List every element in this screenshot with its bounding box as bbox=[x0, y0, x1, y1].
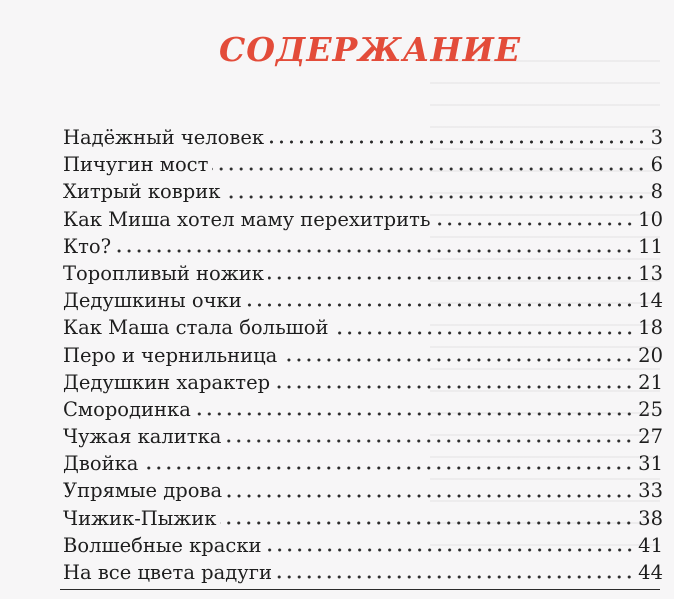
toc-entry-title: Дедушкины очки bbox=[63, 289, 242, 313]
toc-entry-page: 33 bbox=[638, 479, 663, 503]
table-of-contents bbox=[63, 124, 663, 586]
toc-entry-page: 38 bbox=[638, 506, 663, 530]
dot-leader bbox=[274, 385, 634, 389]
toc-entry bbox=[63, 532, 663, 559]
toc-entry bbox=[63, 206, 663, 233]
toc-entry-title: Двойка bbox=[63, 452, 139, 476]
toc-entry bbox=[63, 396, 663, 423]
toc-entry-title: Перо и чернильница bbox=[63, 343, 278, 367]
toc-entry-title: Надёжный человек bbox=[63, 126, 265, 149]
toc-entry-page: 18 bbox=[638, 316, 663, 340]
toc-entry-title: Хитрый коврик bbox=[63, 180, 221, 204]
dot-leader bbox=[333, 331, 635, 335]
toc-entry bbox=[63, 423, 663, 450]
dot-leader bbox=[220, 521, 634, 525]
toc-entry-title: Как Маша стала большой bbox=[63, 316, 329, 340]
toc-entry-title: Волшебные краски bbox=[63, 533, 262, 557]
dot-leader bbox=[225, 439, 634, 443]
toc-entry-page: 10 bbox=[638, 207, 663, 231]
toc-entry-page: 6 bbox=[650, 153, 663, 177]
toc-entry-page: 41 bbox=[638, 533, 663, 557]
toc-entry-title: Как Миша хотел маму перехитрить bbox=[63, 207, 431, 231]
dot-leader bbox=[246, 303, 634, 307]
toc-entry-title: Упрямые дрова bbox=[63, 479, 223, 503]
toc-entry bbox=[63, 477, 663, 504]
toc-entry-page: 21 bbox=[638, 370, 663, 394]
toc-entry-title: Чужая калитка bbox=[63, 425, 222, 449]
dot-leader bbox=[281, 358, 634, 362]
toc-entry bbox=[63, 151, 663, 178]
dot-leader bbox=[435, 222, 635, 226]
toc-entry bbox=[63, 314, 663, 341]
toc-entry bbox=[63, 260, 663, 287]
toc-entry-title: Смородинка bbox=[63, 397, 191, 421]
toc-entry-title: Чижик-Пыжик bbox=[63, 506, 217, 530]
toc-entry bbox=[63, 287, 663, 314]
toc-entry bbox=[63, 450, 663, 477]
dot-leader bbox=[226, 494, 634, 498]
toc-entry-page: 11 bbox=[638, 234, 663, 258]
toc-entry-page: 3 bbox=[650, 126, 663, 149]
dot-leader bbox=[212, 167, 646, 171]
dot-leader bbox=[224, 195, 646, 199]
dot-leader bbox=[276, 575, 634, 579]
toc-entry-title: Дедушкин характер bbox=[63, 370, 271, 394]
dot-leader bbox=[268, 276, 634, 280]
dot-leader bbox=[142, 466, 634, 470]
toc-entry-title: Торопливый ножик bbox=[63, 261, 264, 285]
toc-entry bbox=[63, 369, 663, 396]
toc-entry bbox=[63, 233, 663, 260]
toc-entry bbox=[63, 124, 663, 151]
toc-entry bbox=[63, 559, 663, 586]
toc-entry-page: 8 bbox=[650, 180, 663, 204]
dot-leader bbox=[195, 412, 634, 416]
toc-entry-page: 44 bbox=[638, 561, 663, 584]
toc-entry-title: Кто? bbox=[63, 234, 112, 258]
bottom-rule bbox=[60, 589, 660, 590]
toc-entry-page: 31 bbox=[638, 452, 663, 476]
toc-entry-page: 25 bbox=[638, 397, 663, 421]
dot-leader bbox=[115, 249, 634, 253]
toc-entry bbox=[63, 178, 663, 205]
toc-entry-title: Пичугин мост bbox=[63, 153, 209, 177]
toc-entry-title: На все цвета радуги bbox=[63, 561, 272, 584]
page-title: СОДЕРЖАНИЕ bbox=[218, 30, 521, 69]
dot-leader bbox=[268, 140, 646, 144]
toc-entry-page: 27 bbox=[638, 425, 663, 449]
toc-entry-page: 13 bbox=[638, 261, 663, 285]
toc-entry bbox=[63, 505, 663, 532]
dot-leader bbox=[266, 548, 635, 552]
toc-entry bbox=[63, 342, 663, 369]
toc-entry-page: 20 bbox=[638, 343, 663, 367]
toc-entry-page: 14 bbox=[638, 289, 663, 313]
